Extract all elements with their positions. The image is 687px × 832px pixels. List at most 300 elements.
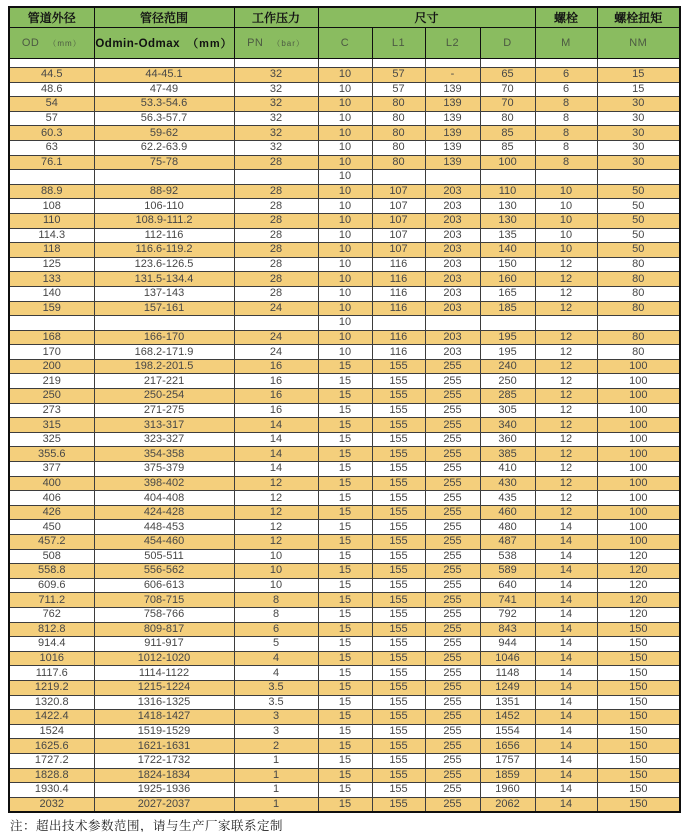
table-row [9, 724, 680, 739]
table-row [9, 97, 680, 112]
table-cell: 792 [480, 607, 535, 622]
table-cell: 100 [480, 155, 535, 170]
table-cell [94, 316, 234, 331]
table-cell: 139 [425, 111, 480, 126]
table-cell: 32 [234, 111, 318, 126]
table-cell: 14 [535, 753, 597, 768]
table-cell: 100 [597, 403, 680, 418]
table-cell: 711.2 [9, 593, 94, 608]
table-cell: 28 [234, 228, 318, 243]
table-cell: 15 [318, 680, 372, 695]
table-cell: 50 [597, 243, 680, 258]
table-cell: 1 [234, 797, 318, 812]
table-cell: 15 [318, 797, 372, 812]
table-cell: 255 [425, 797, 480, 812]
table-cell: 140 [480, 243, 535, 258]
table-row [9, 184, 680, 199]
table-cell: 1554 [480, 724, 535, 739]
table-cell: 100 [597, 505, 680, 520]
table-cell: 107 [372, 184, 425, 199]
table-cell: 133 [9, 272, 94, 287]
table-cell: 70 [480, 82, 535, 97]
col-sub-c [318, 27, 372, 58]
table-cell: 150 [597, 710, 680, 725]
table-row [9, 359, 680, 374]
footnote: 注：超出技术参数范围，请与生产厂家联系定制 [10, 818, 284, 832]
table-cell: 1621-1631 [94, 739, 234, 754]
table-cell: 32 [234, 140, 318, 155]
table-body [9, 58, 680, 812]
table-cell: 80 [372, 126, 425, 141]
table-cell: 14 [535, 724, 597, 739]
table-cell: 255 [425, 710, 480, 725]
table-cell: 12 [535, 359, 597, 374]
table-cell: 255 [425, 593, 480, 608]
table-cell: 812.8 [9, 622, 94, 637]
col-group-dimensions: 尺寸 [318, 7, 535, 27]
table-cell: 10 [318, 126, 372, 141]
table-cell: 15 [318, 651, 372, 666]
table-cell: 116 [372, 301, 425, 316]
table-cell [9, 316, 94, 331]
table-cell: 108.9-111.2 [94, 213, 234, 228]
table-cell: 80 [597, 272, 680, 287]
table-cell: 10 [318, 140, 372, 155]
table-cell: 508 [9, 549, 94, 564]
table-cell: 10 [318, 184, 372, 199]
table-cell: 8 [535, 111, 597, 126]
table-cell: 12 [535, 374, 597, 389]
table-cell: 250-254 [94, 389, 234, 404]
table-cell: 80 [480, 111, 535, 126]
table-cell: 70 [480, 97, 535, 112]
table-row [9, 768, 680, 783]
table-cell: 44.5 [9, 68, 94, 83]
table-cell: 10 [318, 199, 372, 214]
table-cell: 14 [535, 797, 597, 812]
table-cell: 63 [9, 140, 94, 155]
table-cell: 10 [318, 257, 372, 272]
table-cell [535, 316, 597, 331]
table-row [9, 170, 680, 185]
table-cell [535, 170, 597, 185]
table-cell: 12 [535, 491, 597, 506]
table-cell: 50 [597, 213, 680, 228]
table-cell: 914.4 [9, 637, 94, 652]
table-cell: 28 [234, 184, 318, 199]
table-cell: 203 [425, 213, 480, 228]
table-cell: 1046 [480, 651, 535, 666]
table-cell: 130 [480, 199, 535, 214]
table-cell: 538 [480, 549, 535, 564]
table-cell: 28 [234, 155, 318, 170]
table-row [9, 301, 680, 316]
table-cell: 155 [372, 549, 425, 564]
table-cell: 150 [597, 724, 680, 739]
table-cell: 323-327 [94, 432, 234, 447]
table-cell: 155 [372, 476, 425, 491]
table-row [9, 535, 680, 550]
table-cell: 1148 [480, 666, 535, 681]
table-cell: 15 [318, 783, 372, 798]
table-cell: 12 [535, 505, 597, 520]
table-cell: 315 [9, 418, 94, 433]
table-cell: 106-110 [94, 199, 234, 214]
table-cell: 32 [234, 68, 318, 83]
table-cell: 80 [597, 330, 680, 345]
table-cell: 198.2-201.5 [94, 359, 234, 374]
table-cell: 14 [535, 710, 597, 725]
table-cell: 1 [234, 768, 318, 783]
col-sub-od-unit: （mm） [48, 38, 82, 48]
table-cell: 203 [425, 257, 480, 272]
table-row [9, 272, 680, 287]
table-cell: 410 [480, 462, 535, 477]
table-cell: 377 [9, 462, 94, 477]
table-row [9, 637, 680, 652]
table-cell: 155 [372, 753, 425, 768]
table-cell: 10 [318, 97, 372, 112]
table-cell: 1722-1732 [94, 753, 234, 768]
table-cell: 1016 [9, 651, 94, 666]
table-cell: 185 [480, 301, 535, 316]
table-cell: 255 [425, 520, 480, 535]
table-cell: 100 [597, 374, 680, 389]
table-cell: 30 [597, 126, 680, 141]
table-cell: 1519-1529 [94, 724, 234, 739]
col-sub-od-label: OD [21, 36, 40, 49]
table-cell: 255 [425, 432, 480, 447]
table-cell: 250 [480, 374, 535, 389]
table-cell: 1452 [480, 710, 535, 725]
table-cell: 1316-1325 [94, 695, 234, 710]
table-cell: 120 [597, 607, 680, 622]
table-header [9, 7, 680, 58]
table-cell: 155 [372, 578, 425, 593]
table-cell: 56.3-57.7 [94, 111, 234, 126]
table-cell: 30 [597, 155, 680, 170]
table-cell: 14 [535, 739, 597, 754]
table-cell: 8 [535, 97, 597, 112]
table-cell: 14 [535, 593, 597, 608]
table-row [9, 330, 680, 345]
table-cell: 155 [372, 607, 425, 622]
table-cell: 155 [372, 520, 425, 535]
table-cell: 15 [318, 593, 372, 608]
col-group-working-pressure: 工作压力 [234, 7, 318, 27]
table-cell [597, 316, 680, 331]
table-cell: 155 [372, 359, 425, 374]
table-cell: 14 [234, 447, 318, 462]
table-cell: 255 [425, 476, 480, 491]
table-cell: 15 [318, 432, 372, 447]
table-cell: 139 [425, 140, 480, 155]
table-cell: 14 [234, 462, 318, 477]
table-cell: 460 [480, 505, 535, 520]
table-cell: 556-562 [94, 564, 234, 579]
table-cell: 28 [234, 286, 318, 301]
table-cell: 12 [535, 301, 597, 316]
table-cell: 12 [234, 520, 318, 535]
table-cell: 14 [535, 535, 597, 550]
table-cell: 12 [535, 286, 597, 301]
col-sub-pn-unit: （bar） [272, 38, 305, 48]
table-cell: 44-45.1 [94, 68, 234, 83]
table-cell: 47-49 [94, 82, 234, 97]
table-cell: 1625.6 [9, 739, 94, 754]
table-cell: 28 [234, 199, 318, 214]
table-cell: 1824-1834 [94, 768, 234, 783]
table-cell: 155 [372, 637, 425, 652]
table-cell: 1 [234, 783, 318, 798]
table-row [9, 403, 680, 418]
table-cell: 12 [234, 505, 318, 520]
table-row [9, 695, 680, 710]
table-cell: 3.5 [234, 695, 318, 710]
table-cell: 944 [480, 637, 535, 652]
table-cell: 255 [425, 564, 480, 579]
table-cell: 116 [372, 272, 425, 287]
table-cell: 155 [372, 724, 425, 739]
table-cell: 255 [425, 447, 480, 462]
table-cell: 155 [372, 564, 425, 579]
table-cell: 10 [535, 199, 597, 214]
table-cell: 100 [597, 520, 680, 535]
table-cell: 12 [535, 462, 597, 477]
table-cell: 150 [597, 797, 680, 812]
table-cell: 120 [597, 564, 680, 579]
table-row [9, 783, 680, 798]
table-cell [94, 170, 234, 185]
table-cell: 12 [234, 476, 318, 491]
table-cell: 10 [318, 155, 372, 170]
table-cell: 116 [372, 345, 425, 360]
table-cell: 159 [9, 301, 94, 316]
table-cell: 110 [480, 184, 535, 199]
table-cell: 843 [480, 622, 535, 637]
table-cell: 10 [318, 301, 372, 316]
table-cell: 12 [535, 345, 597, 360]
table-cell: 139 [425, 126, 480, 141]
table-cell: 1351 [480, 695, 535, 710]
table-cell: 10 [318, 228, 372, 243]
table-cell: 8 [535, 155, 597, 170]
table-cell [9, 170, 94, 185]
table-cell: 15 [318, 710, 372, 725]
table-row [9, 374, 680, 389]
table-cell: 1320.8 [9, 695, 94, 710]
table-cell: 203 [425, 272, 480, 287]
table-cell: 130 [480, 213, 535, 228]
table-cell: 203 [425, 345, 480, 360]
table-cell: 741 [480, 593, 535, 608]
table-cell: 12 [535, 272, 597, 287]
table-cell: 60.3 [9, 126, 94, 141]
col-sub-c-label: C [340, 36, 350, 49]
table-cell: 480 [480, 520, 535, 535]
table-cell: 2027-2037 [94, 797, 234, 812]
table-cell: 155 [372, 418, 425, 433]
table-cell: 15 [597, 82, 680, 97]
table-cell: 762 [9, 607, 94, 622]
table-cell: 255 [425, 695, 480, 710]
table-cell: 15 [318, 535, 372, 550]
table-cell: 150 [597, 680, 680, 695]
table-cell: 255 [425, 491, 480, 506]
table-cell: 155 [372, 389, 425, 404]
table-row [9, 155, 680, 170]
table-cell: 400 [9, 476, 94, 491]
table-cell: 14 [535, 622, 597, 637]
col-sub-nm-label: NM [629, 36, 648, 49]
col-sub-d-label: D [503, 36, 512, 49]
table-row [9, 389, 680, 404]
table-cell [234, 316, 318, 331]
table-row [9, 345, 680, 360]
table-cell: 50 [597, 228, 680, 243]
table-cell: 57 [9, 111, 94, 126]
table-cell: 150 [597, 739, 680, 754]
col-sub-odrange-label: Odmin-Odmax [95, 37, 181, 50]
table-cell: 59-62 [94, 126, 234, 141]
table-cell: 203 [425, 286, 480, 301]
table-cell: 10 [535, 243, 597, 258]
table-cell: 10 [318, 213, 372, 228]
table-cell: 14 [535, 520, 597, 535]
table-row [9, 593, 680, 608]
col-group-diameter-range: 管径范围 [94, 7, 234, 27]
table-cell: 3 [234, 710, 318, 725]
table-cell: 32 [234, 97, 318, 112]
table-cell: 150 [597, 622, 680, 637]
table-cell: 57 [372, 68, 425, 83]
table-cell: 15 [318, 462, 372, 477]
table-row [9, 432, 680, 447]
table-cell: 10 [318, 111, 372, 126]
table-cell: 14 [535, 637, 597, 652]
table-cell: 2 [234, 739, 318, 754]
table-cell: 16 [234, 403, 318, 418]
table-cell: 12 [535, 257, 597, 272]
table-cell: 155 [372, 666, 425, 681]
table-row [9, 622, 680, 637]
table-cell: 28 [234, 243, 318, 258]
table-cell [372, 170, 425, 185]
table-cell: 255 [425, 418, 480, 433]
table-cell: 12 [234, 535, 318, 550]
table-cell: 558.8 [9, 564, 94, 579]
table-cell: 107 [372, 199, 425, 214]
table-cell: 155 [372, 505, 425, 520]
table-cell: 155 [372, 680, 425, 695]
table-row [9, 68, 680, 83]
table-cell: 118 [9, 243, 94, 258]
table-cell: 80 [597, 257, 680, 272]
table-cell [480, 316, 535, 331]
table-cell: 255 [425, 651, 480, 666]
table-cell: 170 [9, 345, 94, 360]
table-cell: 15 [318, 637, 372, 652]
table-cell: 4 [234, 651, 318, 666]
table-cell: 150 [597, 783, 680, 798]
table-cell: 15 [318, 403, 372, 418]
table-cell: 454-460 [94, 535, 234, 550]
table-cell: 250 [9, 389, 94, 404]
table-cell: 2062 [480, 797, 535, 812]
table-cell: 1012-1020 [94, 651, 234, 666]
table-cell: 375-379 [94, 462, 234, 477]
table-cell: 1524 [9, 724, 94, 739]
header-sub-row [9, 27, 680, 58]
table-cell: 15 [597, 68, 680, 83]
table-row [9, 578, 680, 593]
table-cell: 255 [425, 622, 480, 637]
table-cell: 406 [9, 491, 94, 506]
table-cell [234, 170, 318, 185]
table-cell: 135 [480, 228, 535, 243]
table-cell: 30 [597, 140, 680, 155]
table-cell: 155 [372, 651, 425, 666]
table-cell: 120 [597, 593, 680, 608]
table-cell: 12 [535, 447, 597, 462]
table-cell: 255 [425, 505, 480, 520]
table-cell: 139 [425, 82, 480, 97]
table-cell: 125 [9, 257, 94, 272]
table-cell: 120 [597, 549, 680, 564]
table-cell: 10 [318, 272, 372, 287]
table-cell: 155 [372, 710, 425, 725]
table-cell: 8 [535, 140, 597, 155]
table-cell: 589 [480, 564, 535, 579]
table-cell [9, 58, 94, 68]
table-row [9, 666, 680, 681]
table-cell: 255 [425, 535, 480, 550]
table-cell: 1727.2 [9, 753, 94, 768]
table-cell: 32 [234, 82, 318, 97]
table-cell: 14 [535, 666, 597, 681]
table-cell: 54 [9, 97, 94, 112]
table-cell: 424-428 [94, 505, 234, 520]
table-cell: 1114-1122 [94, 666, 234, 681]
table-cell: 640 [480, 578, 535, 593]
table-cell [372, 316, 425, 331]
col-sub-l1 [372, 27, 425, 58]
table-cell: 10 [535, 184, 597, 199]
table-cell: 80 [372, 97, 425, 112]
table-row [9, 564, 680, 579]
table-cell: 14 [535, 564, 597, 579]
table-cell: 1215-1224 [94, 680, 234, 695]
col-sub-od [9, 27, 94, 58]
col-group-pipe-od: 管道外径 [9, 7, 94, 27]
table-row [9, 549, 680, 564]
table-cell: 75-78 [94, 155, 234, 170]
table-cell: 1859 [480, 768, 535, 783]
table-cell: 340 [480, 418, 535, 433]
col-sub-odrange [94, 27, 234, 58]
table-cell: 100 [597, 535, 680, 550]
table-cell: 609.6 [9, 578, 94, 593]
table-cell: 271-275 [94, 403, 234, 418]
table-cell: 107 [372, 228, 425, 243]
table-row [9, 316, 680, 331]
table-cell [480, 170, 535, 185]
table-cell: 85 [480, 126, 535, 141]
table-cell: 155 [372, 739, 425, 754]
table-cell: 100 [597, 389, 680, 404]
table-cell: 1219.2 [9, 680, 94, 695]
table-cell: 53.3-54.6 [94, 97, 234, 112]
